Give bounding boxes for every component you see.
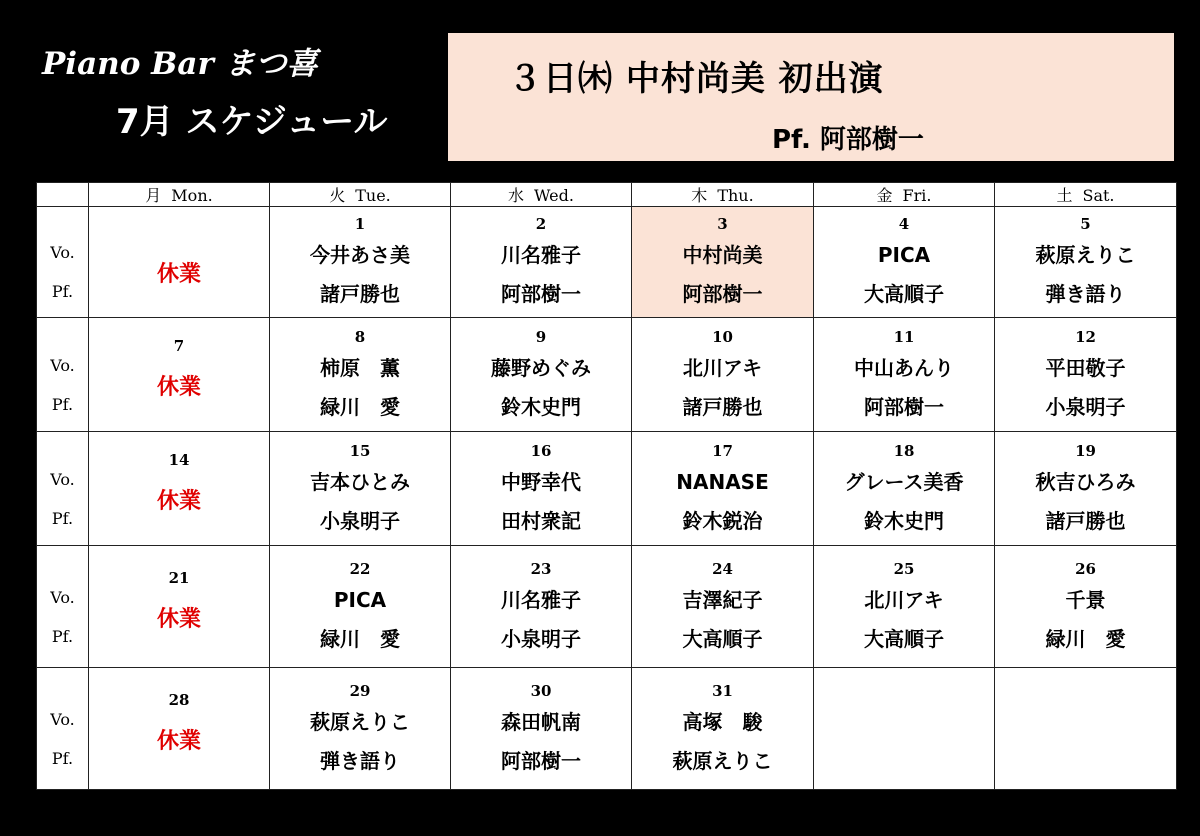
closed-label: 休業 xyxy=(156,728,201,754)
day-number: 30 xyxy=(530,681,552,700)
day-cell xyxy=(270,546,451,668)
pianist-name: 大高順子 xyxy=(682,626,763,651)
day-number: 21 xyxy=(168,568,190,587)
day-cell-monday xyxy=(89,318,270,432)
vocalist-name: 千景 xyxy=(1065,587,1106,612)
day-cell xyxy=(270,207,451,318)
announcement-box xyxy=(448,33,1174,161)
vocalist-name: 藤野めぐみ xyxy=(491,355,591,380)
day-cell xyxy=(632,207,814,318)
week-row xyxy=(37,546,1177,668)
vocalist-name: 柿原 薫 xyxy=(320,355,400,380)
vocal-label: Vo. xyxy=(50,587,75,607)
day-number: 5 xyxy=(1080,215,1091,233)
pianist-name: 小泉明子 xyxy=(1045,394,1126,419)
pianist-name: 緑川 愛 xyxy=(320,626,400,651)
vocalist-name: 高塚 駿 xyxy=(682,709,763,734)
day-number: 14 xyxy=(168,450,190,469)
day-cell xyxy=(632,318,814,432)
day-number: 8 xyxy=(354,327,366,346)
day-number: 29 xyxy=(349,681,371,700)
closed-label: 休業 xyxy=(156,262,201,287)
pianist-name: 阿部樹一 xyxy=(682,282,763,306)
vocalist-name: 中野幸代 xyxy=(501,469,581,494)
day-cell-monday xyxy=(89,546,270,668)
day-cell xyxy=(451,207,632,318)
vocalist-name: 中村尚美 xyxy=(682,243,763,267)
day-number: 19 xyxy=(1075,441,1096,460)
day-cell xyxy=(632,432,814,546)
day-number: 11 xyxy=(893,327,915,346)
announcement-headline: ３日㈭ 中村尚美 初出演 xyxy=(508,59,884,99)
pianist-name: 弾き語り xyxy=(1045,282,1126,306)
header-tuesday: 火 Tue. xyxy=(270,183,451,207)
day-number xyxy=(995,679,1176,703)
vocalist-name: 今井あさ美 xyxy=(310,243,410,267)
day-cell xyxy=(814,546,995,668)
day-number: 26 xyxy=(1075,559,1096,578)
pianist-name: 小泉明子 xyxy=(320,508,400,533)
day-number: 18 xyxy=(893,441,915,460)
day-number: 24 xyxy=(712,559,733,578)
closed-label: 休業 xyxy=(156,606,201,632)
empty-day-cell xyxy=(995,668,1177,790)
day-cell xyxy=(451,546,632,668)
day-number: 9 xyxy=(535,327,547,346)
week-row xyxy=(37,207,1177,318)
vocal-label: Vo. xyxy=(50,709,75,729)
vocal-label: Vo. xyxy=(50,469,75,489)
closed-label: 休業 xyxy=(156,488,201,514)
pianist-name: 緑川 愛 xyxy=(320,394,400,419)
pianist-name: 緑川 愛 xyxy=(1045,626,1126,651)
schedule-calendar xyxy=(36,182,1177,790)
week-row xyxy=(37,668,1177,790)
day-cell xyxy=(451,668,632,790)
day-number: 23 xyxy=(530,559,552,578)
pianist-name: 諸戸勝也 xyxy=(682,394,763,419)
day-number: 12 xyxy=(1075,327,1096,346)
header-wednesday: 水 Wed. xyxy=(451,183,632,207)
day-cell-monday xyxy=(89,432,270,546)
pianist-name xyxy=(995,742,1176,781)
pianist-name: 田村衆記 xyxy=(501,508,581,533)
role-labels xyxy=(37,207,89,318)
schedule-subtitle: 7月 スケジュール xyxy=(116,102,388,142)
day-number xyxy=(89,221,269,245)
vocalist-name: 萩原えりこ xyxy=(310,709,410,734)
vocal-label: Vo. xyxy=(50,355,75,375)
vocalist-name: 川名雅子 xyxy=(501,243,581,267)
vocalist-name: NANASE xyxy=(676,469,769,494)
vocalist-name: 北川アキ xyxy=(864,587,944,612)
day-cell-monday xyxy=(89,668,270,790)
header-corner xyxy=(37,183,89,207)
brand-title: Piano Bar まつ喜 xyxy=(42,46,318,82)
vocalist-name: 森田帆南 xyxy=(501,709,581,734)
day-number: 7 xyxy=(173,336,185,355)
piano-label: Pf. xyxy=(51,282,74,301)
day-cell xyxy=(814,318,995,432)
vocalist-name: 平田敬子 xyxy=(1045,355,1126,380)
pianist-name: 阿部樹一 xyxy=(501,748,581,773)
header-thursday: 木 Thu. xyxy=(632,183,814,207)
day-number: 10 xyxy=(712,327,733,346)
role-labels xyxy=(37,318,89,432)
role-labels xyxy=(37,432,89,546)
day-cell xyxy=(451,318,632,432)
day-cell xyxy=(270,318,451,432)
pianist-name: 阿部樹一 xyxy=(864,394,944,419)
pianist-name: 鈴木史門 xyxy=(501,394,581,419)
pianist-name: 大高順子 xyxy=(864,626,944,651)
day-cell-monday xyxy=(89,207,270,318)
header-monday: 月 Mon. xyxy=(89,183,270,207)
vocal-label: Vo. xyxy=(50,243,75,262)
day-cell xyxy=(632,668,814,790)
piano-label: Pf. xyxy=(51,508,74,528)
piano-label: Pf. xyxy=(51,626,74,646)
day-number: 1 xyxy=(354,215,366,233)
pianist-name: 萩原えりこ xyxy=(672,748,773,773)
day-number: 3 xyxy=(717,215,728,233)
vocalist-name: 中山あんり xyxy=(854,355,954,380)
day-number: 31 xyxy=(712,681,733,700)
vocalist-name: PICA xyxy=(333,587,387,612)
day-number xyxy=(814,679,994,703)
vocalist-name: 吉本ひとみ xyxy=(310,469,410,494)
vocalist-name: 吉澤紀子 xyxy=(682,587,763,612)
week-row xyxy=(37,318,1177,432)
pianist-name: 諸戸勝也 xyxy=(1045,508,1126,533)
vocalist-name: グレース美香 xyxy=(844,469,964,494)
day-cell xyxy=(451,432,632,546)
day-number: 22 xyxy=(349,559,371,578)
week-row xyxy=(37,432,1177,546)
day-number: 28 xyxy=(168,690,190,709)
vocalist-name: 萩原えりこ xyxy=(1035,243,1136,267)
pianist-name: 阿部樹一 xyxy=(501,282,581,306)
day-number: 25 xyxy=(893,559,915,578)
vocalist-name xyxy=(814,703,994,742)
vocalist-name: 川名雅子 xyxy=(501,587,581,612)
pianist-name: 鈴木史門 xyxy=(864,508,944,533)
day-cell xyxy=(995,546,1177,668)
pianist-name xyxy=(814,742,994,781)
pianist-name: 大高順子 xyxy=(864,282,944,306)
day-number: 4 xyxy=(898,215,910,233)
weekday-header-row xyxy=(37,183,1177,207)
piano-label: Pf. xyxy=(51,394,74,414)
day-cell xyxy=(995,207,1177,318)
day-number: 2 xyxy=(535,215,547,233)
role-labels xyxy=(37,546,89,668)
day-cell xyxy=(814,207,995,318)
day-number: 17 xyxy=(712,441,733,460)
closed-label: 休業 xyxy=(156,374,201,400)
piano-label: Pf. xyxy=(51,748,74,768)
day-cell xyxy=(814,432,995,546)
vocalist-name: 秋吉ひろみ xyxy=(1035,469,1136,494)
role-labels xyxy=(37,668,89,790)
pianist-name: 弾き語り xyxy=(320,748,400,773)
vocalist-name xyxy=(995,703,1176,742)
day-cell xyxy=(995,432,1177,546)
day-cell xyxy=(632,546,814,668)
vocalist-name: PICA xyxy=(877,243,931,267)
vocalist-name: 北川アキ xyxy=(682,355,763,380)
pianist-name: 小泉明子 xyxy=(501,626,581,651)
day-cell xyxy=(995,318,1177,432)
day-cell xyxy=(270,432,451,546)
pianist-name: 鈴木鋭治 xyxy=(682,508,763,533)
day-number: 15 xyxy=(349,441,371,460)
pianist-name: 諸戸勝也 xyxy=(320,282,400,306)
announcement-pianist: Pf. 阿部樹一 xyxy=(772,125,924,155)
empty-day-cell xyxy=(814,668,995,790)
header-saturday: 土 Sat. xyxy=(995,183,1177,207)
header-friday: 金 Fri. xyxy=(814,183,995,207)
day-cell xyxy=(270,668,451,790)
day-number: 16 xyxy=(530,441,552,460)
